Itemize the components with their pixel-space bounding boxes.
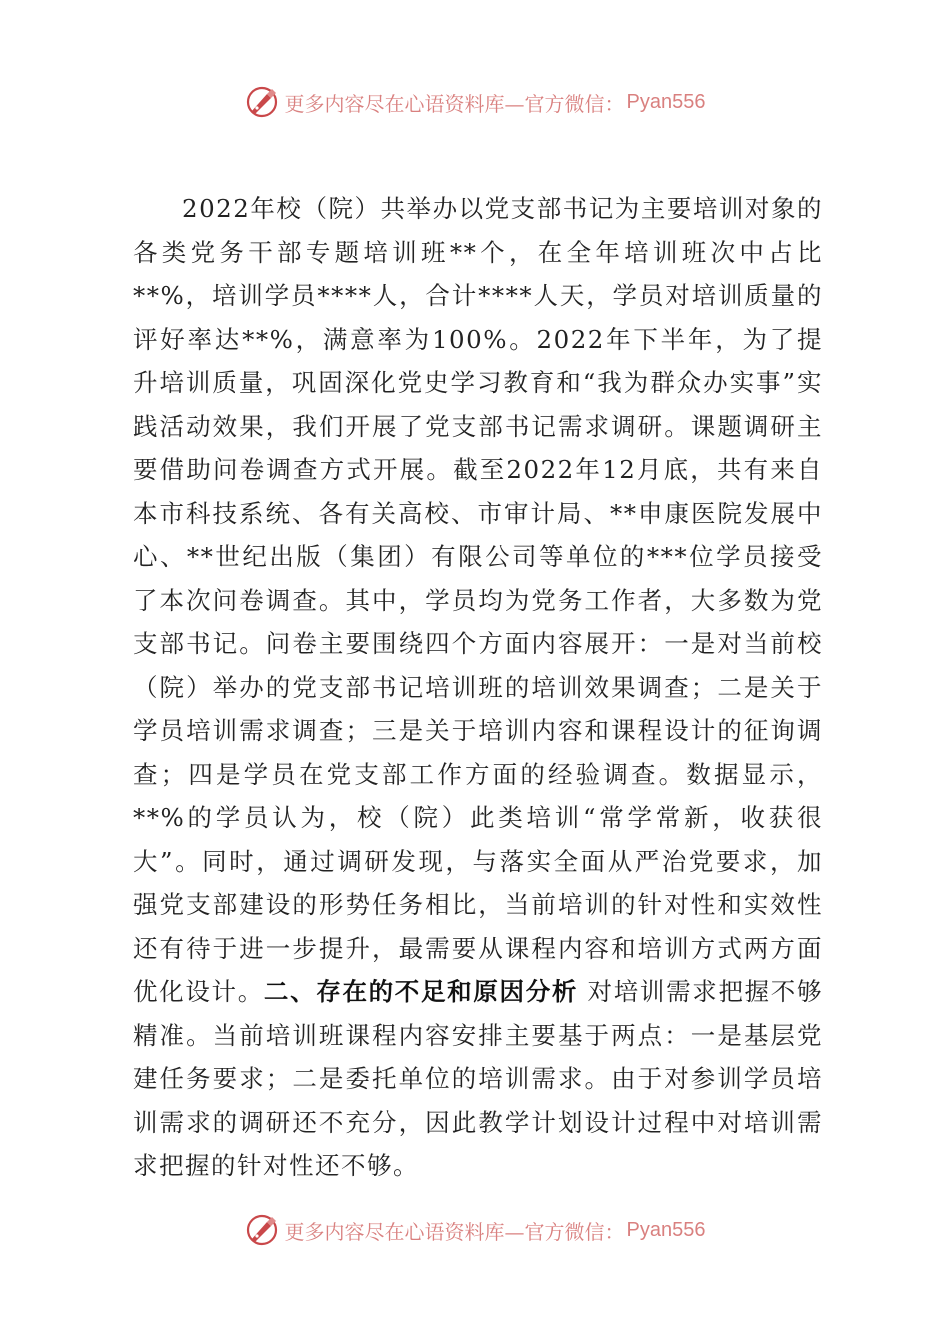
paragraph-before: 2022年校（院）共举办以党支部书记为主要培训对象的各类党务干部专题培训班**个，在全年培训班次中占比**%，培训学员****人，合计****人天，学员对培训质量的评好率达**%，满意率为100%。2022年下半年，为了提升培训质量，巩固深化党史学习教育和“我为群众办实事”实践活动效果，我们开展了党支部书记需求调研。课题调研主要借助问卷调查方式开展。截至2022年12月底，共有来自本市科技系统、各有关高校、市审计局、**申康医院发展中心、**世纪出版（集团）有限公司等单位的***位学员接受了本次问卷调查。其中，学员均为党务工作者，大多数为党支部书记。问卷主要围绕四个方面内容展开：一是对当前校（院）举办的党支部书记培训班的培训效果调查；二是关于学员培训需求调查；三是关于培训内容和课程设计的征询调查；四是学员在党支部工作方面的经验调查。数据显示，**%的学员认为，校（院）此类培训“常学常新，收获很大”。同时，通过调研发现，与落实全面从严治党要求，加强党支部建设的形势任务相比，当前培训的针对性和实效性还有待于进一步提升，最需要从课程内容和培训方式两方面优化设计。 <box>133 194 823 1006</box>
pen-nib-circle-icon <box>245 85 279 119</box>
banner-text: 更多内容尽在心语资料库—官方微信： <box>284 91 625 116</box>
paragraph-after: 对培训需求把握不够精准。当前培训班课程内容安排主要基于两点：一是基层党建任务要求；二是委托单位的培训需求。由于对参训学员培训需求的调研还不充分，因此教学计划设计过程中对培训需求把握的针对性还不够。 <box>133 977 823 1180</box>
body-text <box>133 187 823 1188</box>
footer-banner <box>0 1210 950 1250</box>
banner-wechat-id: Pyan556 <box>626 90 706 113</box>
banner-text: 更多内容尽在心语资料库—官方微信： <box>284 1219 625 1244</box>
banner-wechat-id: Pyan556 <box>626 1218 706 1241</box>
header-banner <box>0 82 950 122</box>
section-heading: 二、存在的不足和原因分析 <box>263 977 579 1006</box>
pen-nib-circle-icon <box>245 1213 279 1247</box>
